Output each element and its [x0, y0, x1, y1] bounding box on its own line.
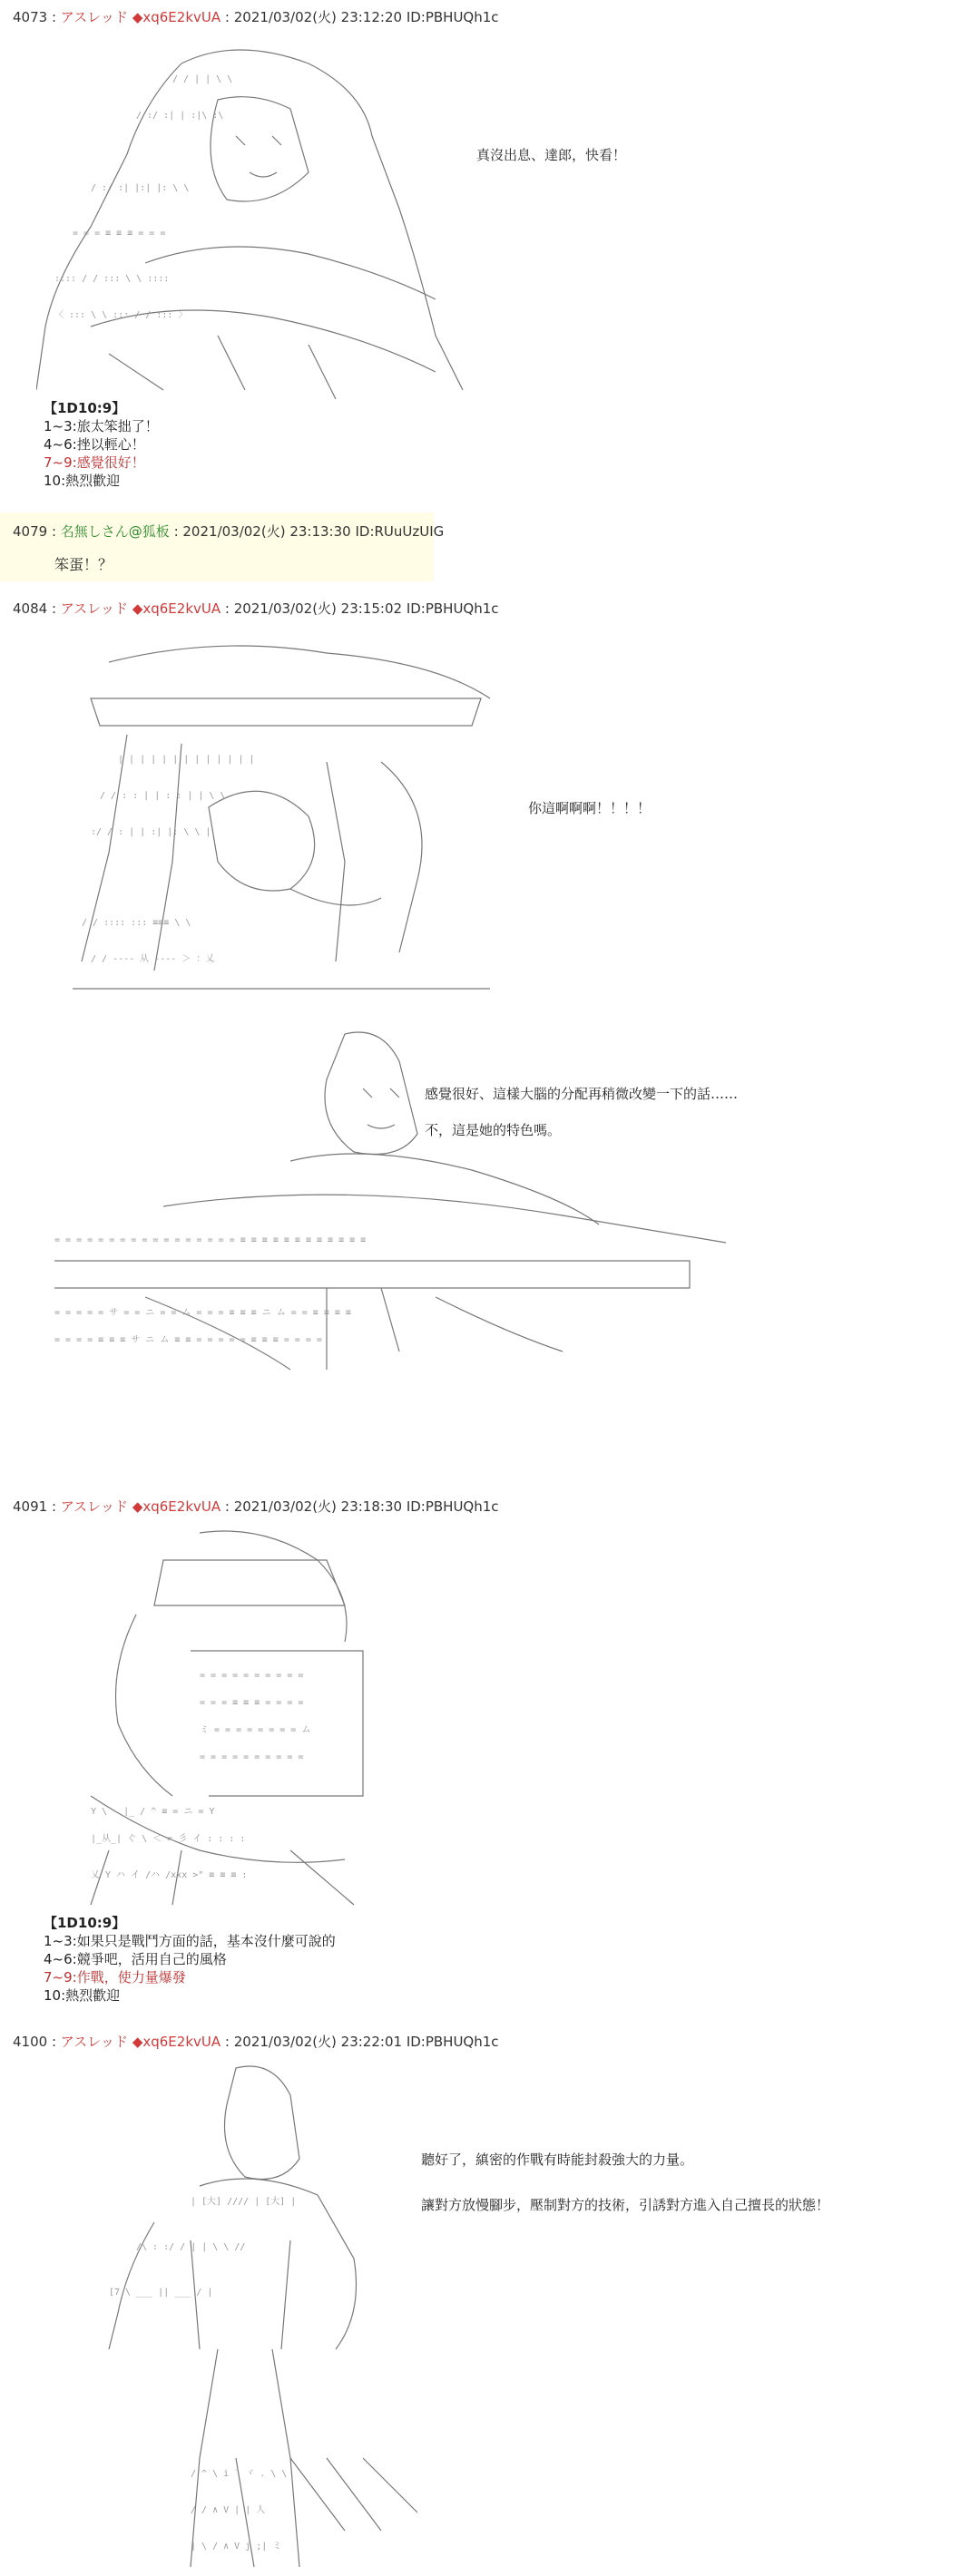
- dice-title: 【1D10:9】: [44, 1915, 126, 1931]
- dice-option-selected: 7~9:感覺很好！: [44, 454, 145, 471]
- dice-option: 1~3:如果只是戰鬥方面的話，基本沒什麼可說的: [44, 1933, 336, 1949]
- svg-text:| \ / ∧ V j ;| ミ: | \ / ∧ V j ;| ミ: [191, 2542, 282, 2552]
- svg-text:= = = = = サ = = ニ = = ム = = =: = = = = = サ = = ニ = = ム = = = ≡ ≡ ≡ ニ ム = = ≡ ≡ ≡ ≡: [54, 1308, 351, 1318]
- ascii-art-figure: [54, 2059, 436, 2571]
- post-number[interactable]: 4073: [13, 9, 48, 25]
- post-number[interactable]: 4084: [13, 600, 48, 617]
- poster-trip: ◆xq6E2kvUA: [132, 600, 221, 617]
- dice-option-selected: 7~9:作戰，使力量爆發: [44, 1969, 186, 1986]
- poster-id: ID:RUuUzUIG: [355, 523, 445, 540]
- dice-result: [44, 1914, 336, 2005]
- reply-text: 笨蛋！？: [54, 556, 113, 573]
- svg-text:| | | | | | | | | | | | |: | | | | | | | | | | | | |: [118, 755, 255, 765]
- post-header: 4084 : アスレッド ◆xq6E2kvUA : 2021/03/02(火) 23:15:02 ID:PBHUQh1c: [13, 600, 499, 617]
- poster-id: ID:PBHUQh1c: [406, 1498, 499, 1515]
- post-date: 2021/03/02(火) 23:13:30: [182, 523, 351, 540]
- poster-name: アスレッド: [60, 1498, 129, 1515]
- post-header: 4073 : アスレッド ◆xq6E2kvUA : 2021/03/02(火) 23:12:20 ID:PBHUQh1c: [13, 9, 499, 25]
- svg-text:/ / ∧ V | | 人: / / ∧ V | | 人: [191, 2505, 266, 2515]
- poster-id: ID:PBHUQh1c: [406, 600, 499, 617]
- svg-text:= = = = = = = = = = = = = = =: = = = = = = = = = = = = = = = = = ≡ ≡ ≡ ≡ ≡ ≡ ≡ ≡ ≡ ≡ ≡ ≡: [54, 1235, 367, 1245]
- dice-title: 【1D10:9】: [44, 400, 126, 416]
- svg-text:| [大] //// | [大] |: | [大] //// | [大] |: [191, 2197, 297, 2207]
- dialog-line: 感覺很好、這樣大腦的分配再稍微改變一下的話……: [425, 1086, 739, 1102]
- ascii-art-figure: [54, 1025, 726, 1388]
- dice-option: 10:熱烈歡迎: [44, 1987, 121, 2004]
- poster-name: アスレッド: [60, 600, 129, 617]
- poster-id: ID:PBHUQh1c: [406, 9, 499, 25]
- svg-text:ミ = = = = = = = = ム: ミ = = = = = = = = ム: [200, 1725, 311, 1735]
- poster-trip: ◆xq6E2kvUA: [132, 9, 221, 25]
- post-header: 4079 : 名無しさん@狐板 : 2021/03/02(火) 23:13:30 ID:RUuUzUIG: [13, 523, 445, 540]
- dice-option: 4~6:競爭吧，活用自己的風格: [44, 1951, 227, 1967]
- svg-text:= = = = = = = = = =: = = = = = = = = = =: [200, 1671, 304, 1681]
- dialog-line: 不，這是她的特色嗎。: [425, 1122, 562, 1138]
- svg-text::::: / / ::: \ \ ::::: :::: / / ::: \ \ ::::: [54, 274, 170, 284]
- dialog-line: 讓對方放慢腳步，壓制對方的技術，引誘對方進入自己擅長的狀態！: [421, 2197, 830, 2213]
- post-number[interactable]: 4079: [13, 523, 48, 540]
- post-date: 2021/03/02(火) 23:22:01: [233, 2034, 403, 2050]
- svg-text:/ / | | \ \: / / | | \ \: [172, 74, 233, 84]
- svg-text:Y \ - |_ / ^ ≡ = ニ = Y: Y \ - |_ / ^ ≡ = ニ = Y: [91, 1807, 215, 1817]
- poster-id: ID:PBHUQh1c: [406, 2034, 499, 2050]
- post-date: 2021/03/02(火) 23:15:02: [233, 600, 403, 617]
- poster-trip: ◆xq6E2kvUA: [132, 1498, 221, 1515]
- poster-name: アスレッド: [60, 2034, 129, 2050]
- post-header: 4091 : アスレッド ◆xq6E2kvUA : 2021/03/02(火) 23:18:30 ID:PBHUQh1c: [13, 1498, 499, 1515]
- poster-name: 名無しさん@狐板: [60, 523, 170, 540]
- dialog-line: 真沒出息、達郎，快看！: [476, 147, 627, 163]
- svg-text:/ :/ :| |:| |: \ \: / :/ :| |:| |: \ \: [91, 183, 190, 193]
- svg-text:/ / ---- 从 ---- ＞ ：乂: / / ---- 从 ---- ＞ ：乂: [91, 954, 215, 964]
- dialog-line: 你這啊啊啊！！！！: [528, 800, 652, 816]
- svg-text:〈 ::: \ \ ::: / / ::: 〉: 〈 ::: \ \ ::: / / ::: 〉: [54, 310, 188, 320]
- svg-text:[7 \ ___ || ___ / |: [7 \ ___ || ___ / |: [109, 2288, 213, 2298]
- ascii-art-figure: [54, 1524, 454, 1914]
- svg-text:乂 Y ハ イ /ハ /xxx >" ≡ ≡ ≡ :: 乂 Y ハ イ /ハ /xxx >" ≡ ≡ ≡ :: [91, 1870, 248, 1880]
- svg-text:/ / : : | | : : | | \ \: / / : : | | : : | | \ \: [100, 791, 226, 801]
- post-number[interactable]: 4091: [13, 1498, 48, 1515]
- svg-text:|_从_| ぐ \ ＜ = 彡 イ : : : :: |_从_| ぐ \ ＜ = 彡 イ : : : :: [91, 1834, 246, 1844]
- svg-text:/\ : :/ / | | \ \ //: /\ : :/ / | | \ \ //: [136, 2242, 246, 2252]
- svg-text:= = = = ≡ ≡ ≡ サ ニ ム ≡ ≡ = = =: = = = = ≡ ≡ ≡ サ ニ ム ≡ ≡ = = = = = ≡ ≡ ≡ = = = =: [54, 1335, 322, 1345]
- dice-result: [44, 399, 159, 490]
- ascii-art-figure: [54, 626, 508, 1007]
- svg-text:/ / :::: ::: ≡≡≡ \ \: / / :::: ::: ≡≡≡ \ \: [82, 918, 191, 928]
- poster-trip: ◆xq6E2kvUA: [132, 2034, 221, 2050]
- poster-name: アスレッド: [60, 9, 129, 25]
- svg-text:= = = = = = = = = =: = = = = = = = = = =: [200, 1752, 304, 1762]
- post-date: 2021/03/02(火) 23:18:30: [233, 1498, 403, 1515]
- post-number[interactable]: 4100: [13, 2034, 48, 2050]
- post-date: 2021/03/02(火) 23:12:20: [233, 9, 403, 25]
- svg-text:/ ^ \ i ¨ ヾ . \ \: / ^ \ i ¨ ヾ . \ \: [191, 2469, 288, 2479]
- svg-text:= = = ≡ ≡ ≡ = = = =: = = = ≡ ≡ ≡ = = = =: [200, 1698, 304, 1708]
- svg-text:/ :/ :| | :|\ :\: / :/ :| | :|\ :\: [136, 111, 224, 121]
- dice-option: 1~3:旅太笨拙了！: [44, 418, 159, 434]
- svg-text:= = = ≡ ≡ ≡ = = =: = = = ≡ ≡ ≡ = = =: [73, 229, 166, 239]
- ascii-art-figure: [36, 27, 472, 408]
- dice-option: 4~6:挫以輕心！: [44, 436, 145, 453]
- dialog-line: 聽好了，縝密的作戰有時能封殺強大的力量。: [421, 2152, 694, 2168]
- dice-option: 10:熱烈歡迎: [44, 473, 121, 489]
- svg-text::/ / : | | :| |: \ \ |: :/ / : | | :| |: \ \ |: [91, 827, 211, 837]
- post-header: 4100 : アスレッド ◆xq6E2kvUA : 2021/03/02(火) 23:22:01 ID:PBHUQh1c: [13, 2034, 499, 2050]
